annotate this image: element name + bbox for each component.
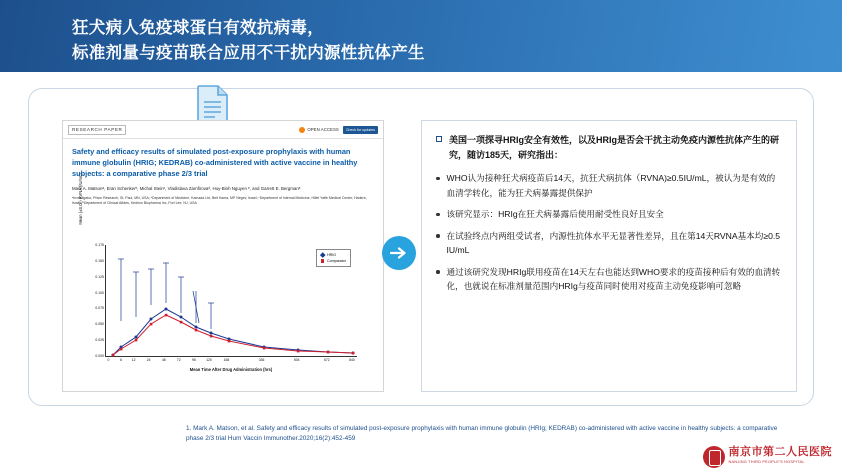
dot-bullet-icon [436, 177, 440, 181]
page-title-line-1: 狂犬病人免疫球蛋白有效抗病毒， [72, 19, 324, 37]
chart-x-tick: 336 [258, 358, 265, 362]
chart-y-axis-label: Mean (±S.D.) RVNA (IU/mL) [78, 173, 83, 225]
document-icon [196, 84, 230, 124]
chart-x-tick: 24 [146, 358, 151, 362]
chart-y-tick: 0.150 [95, 258, 104, 263]
chart-x-tick: 0 [107, 358, 110, 362]
legend-label: HRIG [327, 253, 336, 257]
paper-kicker: RESEARCH PAPER [68, 125, 126, 135]
chart-y-tick: 0.175 [95, 243, 104, 247]
paper-header [63, 121, 383, 139]
summary-lead-text: 美国一项探寻HRIg安全有效性，以及HRIg是否会干扰主动免疫内源性抗体产生的研究，随访185天，研究指出： [449, 135, 779, 160]
slide-banner [0, 0, 842, 72]
chart-y-tick: 0.050 [95, 322, 104, 327]
summary-point-text: WHO认为接种狂犬病疫苗后14天，抗狂犬病抗体（RVNA)≥0.5IU/mL，被认为是有效的血清学转化，能为狂犬病暴露提供保护 [446, 173, 776, 198]
summary-point [436, 207, 782, 222]
chart-x-tick: 504 [293, 358, 300, 362]
legend-label: Comparator [327, 259, 346, 263]
legend-marker-hrig-icon [320, 253, 325, 258]
legend-item [321, 258, 346, 264]
hospital-emblem-icon [703, 446, 725, 468]
chart-x-tick: 840 [349, 358, 355, 362]
summary-point-text: 在试验终点内两组受试者，内源性抗体水平无显著性差异，且在第14天RVNA基本均≥0.5 IU/mL [446, 230, 781, 255]
dot-bullet-icon [436, 234, 440, 238]
arrow-right-icon [390, 246, 408, 260]
chart-y-tick: 0.100 [95, 290, 104, 295]
chart-x-tick: 120 [206, 358, 212, 362]
legend-marker-comparator-icon [321, 259, 325, 263]
chart-y-tick: 0.125 [95, 274, 104, 279]
summary-point [436, 265, 782, 294]
summary-lead [436, 133, 782, 163]
chart-x-tick: 48 [161, 358, 166, 362]
dot-bullet-icon [436, 270, 440, 274]
chart-y-tick: 0.000 [95, 354, 104, 358]
hospital-name-cn: 南京市第二人民医院 [728, 446, 832, 458]
page-title-line-2: 标准剂量与疫苗联合应用不干扰内源性抗体产生 [72, 44, 425, 62]
chart-x-tick: 6 [120, 358, 122, 362]
summary-point [436, 229, 782, 258]
open-access-badge [299, 127, 338, 133]
chart-x-axis-label: Mean Time After Drug Administration (hrs) [189, 367, 273, 372]
summary-point [436, 171, 782, 200]
hospital-name-en: NANJING THIRD PEOPLE'S HOSPITAL [728, 459, 805, 464]
paper-screenshot [62, 120, 384, 392]
summary-point-text: 通过该研究发现HRIg联用疫苗在14天左右也能达到WHO要求的疫苗接种后有效的血清转化，也就说在标准剂量范围内HRIg与疫苗同时使用对疫苗主动免疫影响可忽略 [446, 266, 781, 291]
hospital-logo [703, 446, 833, 468]
reference-footnote: 1. Mark A. Matson, et al. Safety and efficacy results of simulated post-exposure prophylaxis with human immune globulin (HRIg; KEDRAB) co-administered with active vaccine in healthy subjects: a comparative phase 2/3 trial Hum Vaccin Immunother.2020;16(2):452-459 [186, 425, 778, 442]
open-lock-icon [299, 127, 305, 133]
paper-body [63, 139, 383, 207]
chart-x-tick: 672 [324, 358, 330, 362]
crossmark-badge [343, 126, 378, 134]
chart-x-tick: 72 [176, 358, 181, 362]
hospital-name [729, 448, 833, 466]
chart-x-tick: 12 [131, 358, 136, 362]
dot-bullet-icon [436, 213, 440, 217]
paper-authors: Mark A. Matsonᵃ, Eran Schenkerᵇ, Michal Steinᶜ, Vladislava Zamfirovaᵈ, Huy-Binh Nguyen ᵉ, and Garrett E. Bergmanᵉ [72, 186, 301, 191]
chart-x-tick: 96 [191, 358, 196, 362]
square-bullet-icon [436, 136, 442, 142]
chart-y-tick: 0.025 [95, 338, 104, 343]
chart-legend [316, 249, 351, 267]
page-title [72, 16, 772, 66]
flow-arrow-button[interactable] [382, 236, 416, 270]
open-access-label: OPEN ACCESS [307, 127, 339, 132]
chart-y-tick: 0.075 [95, 306, 104, 311]
summary-point-text: 该研究显示：HRIg在狂犬病暴露后使用耐受性良好且安全 [446, 209, 664, 219]
paper-title: Safety and efficacy results of simulated post-exposure prophylaxis with human immune globulin (HRIG; KEDRAB) co-administered with active vaccine in healthy subjects: a comparative phase 2/3 trial [72, 147, 358, 178]
summary-panel [421, 120, 797, 392]
chart-x-tick: 168 [223, 358, 230, 362]
crossmark-label: Check for updates [345, 127, 375, 132]
paper-affiliations: ᵃInvestigator, Prism Research, St. Paul, MN, USA; ᵇDepartment of Medicine, Kamada Ltd, Beit Kama, MP Negev, Israel; ᶜDepartment of Internal Medicine, Hillel Yaffe Medical Center, Hadera, Israel; ᵈDepartment of Clinical Affairs, Kedrion Biopharma Inc, Fort Lee, NJ, USA [72, 196, 367, 206]
